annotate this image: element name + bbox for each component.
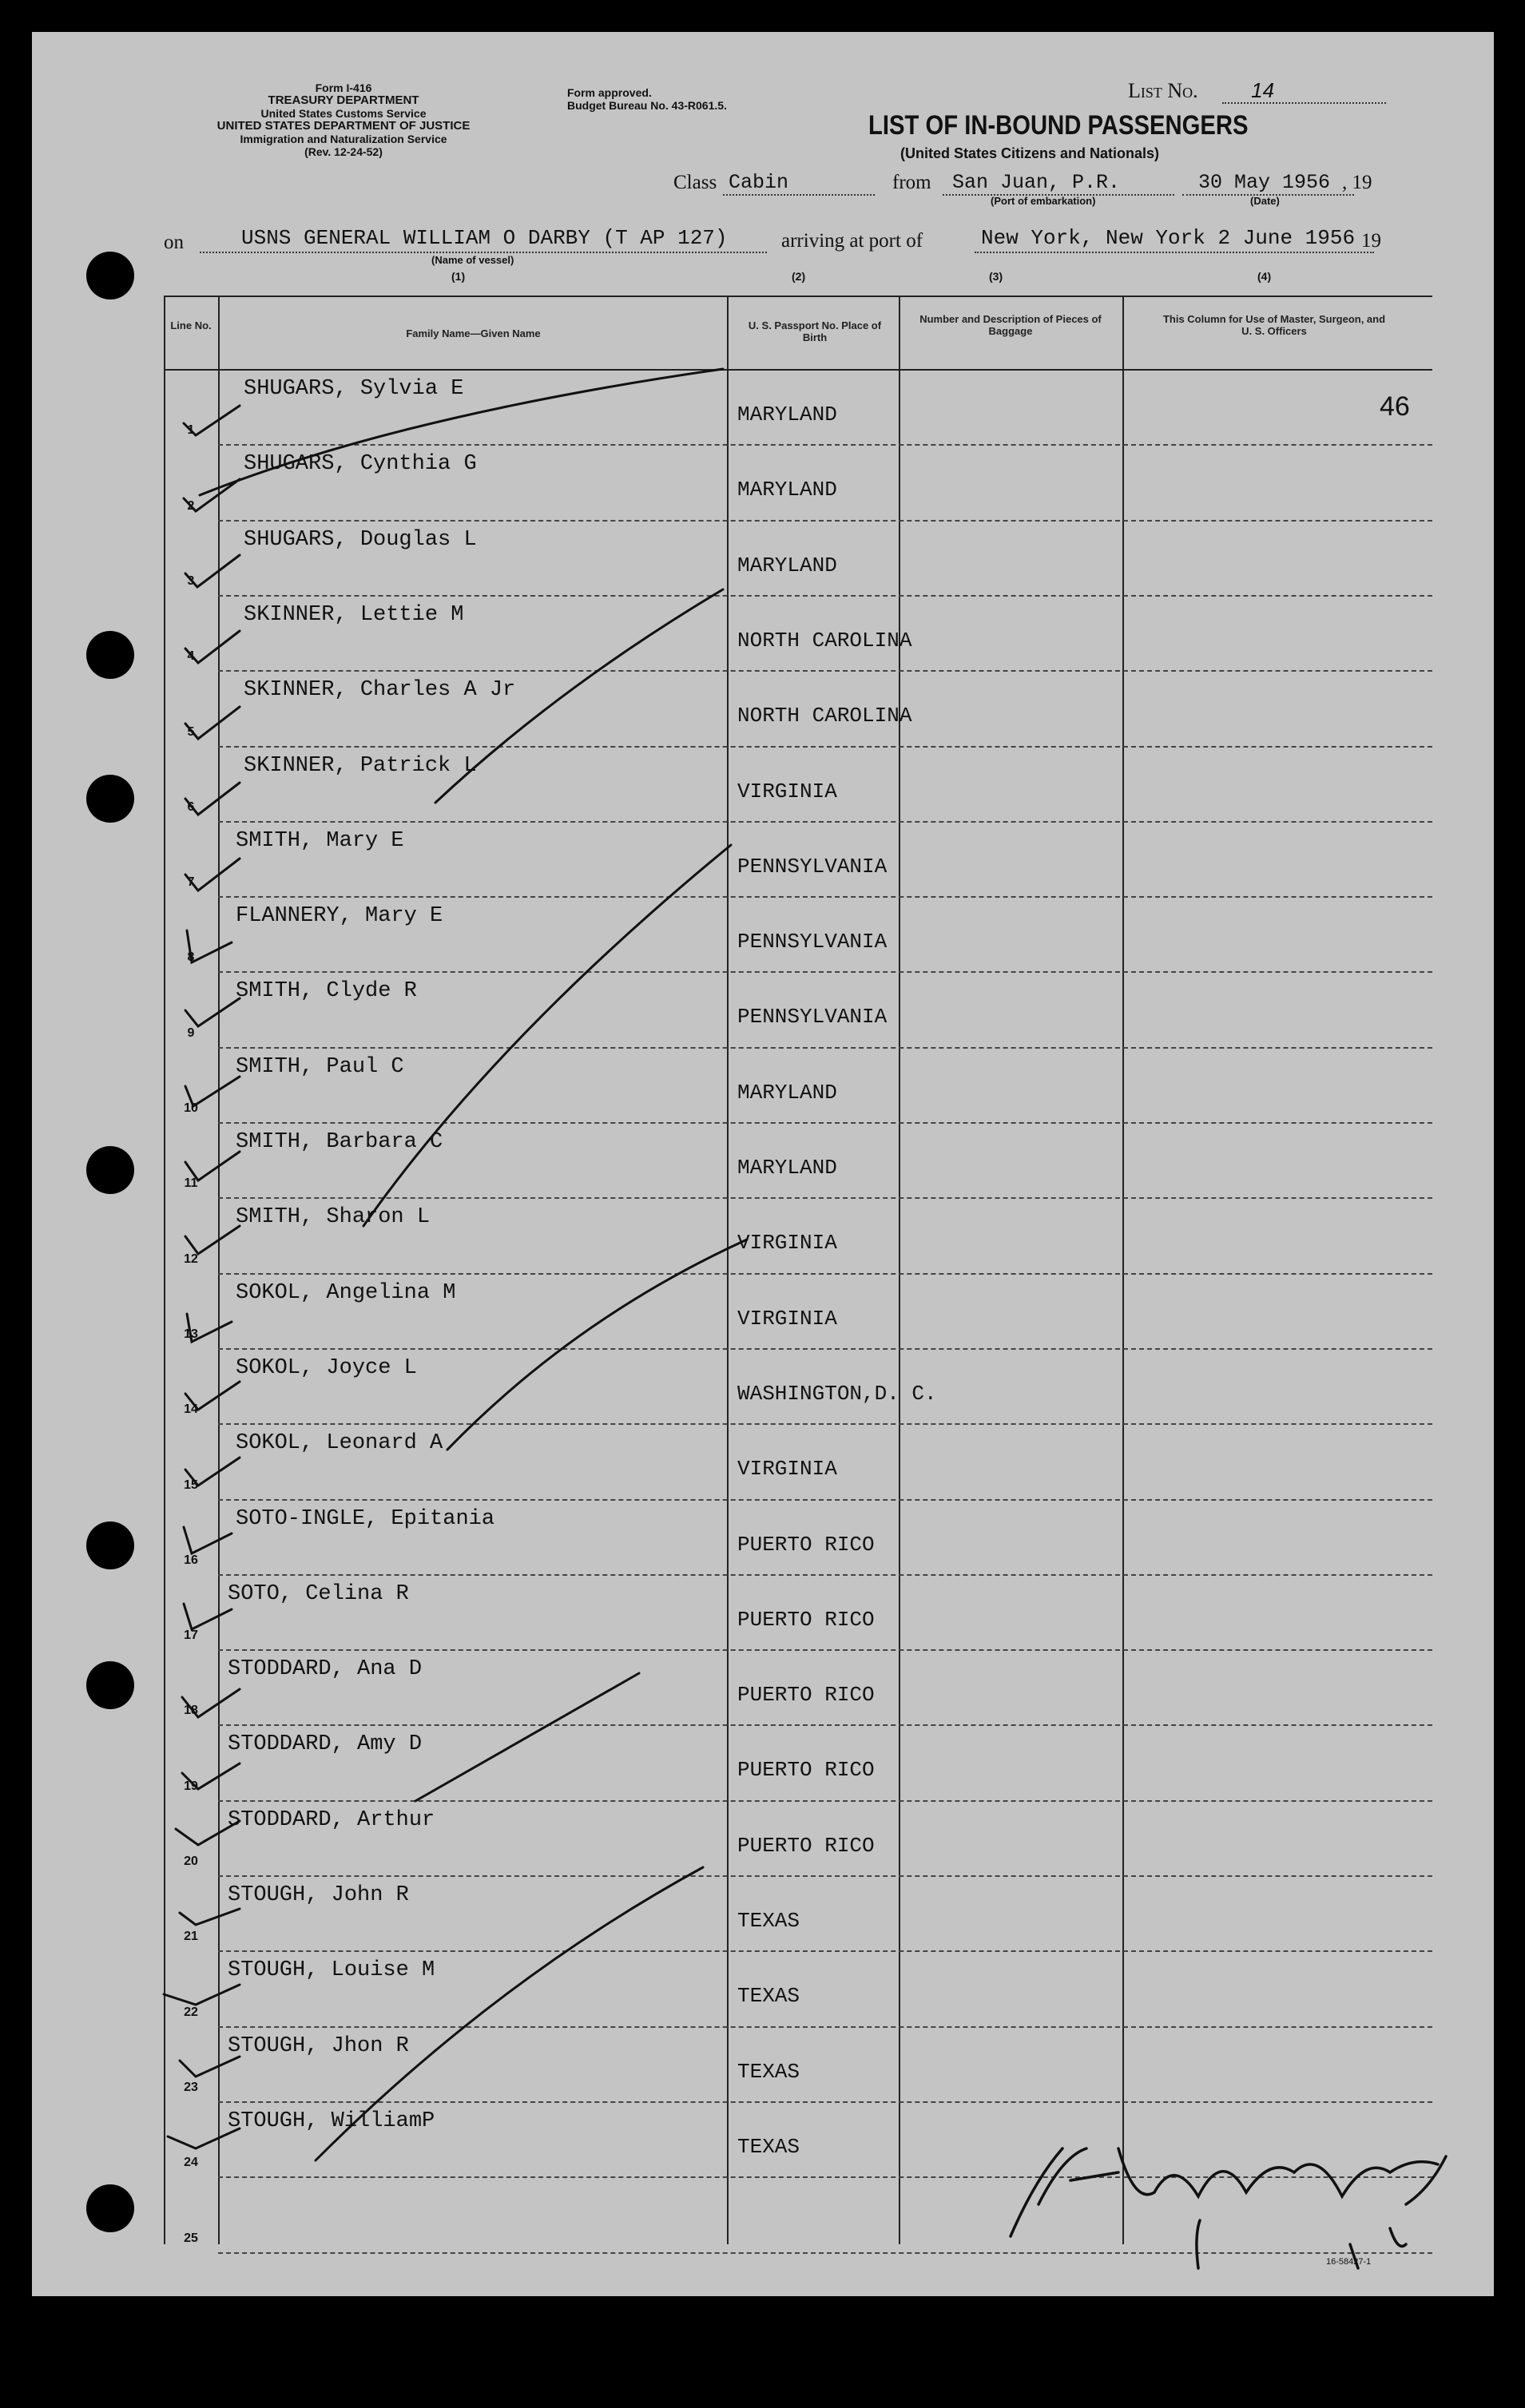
passenger-name: FLANNERY, Mary E [236,904,443,929]
signature [1011,2148,1446,2268]
line-number: 1 [187,423,195,438]
check-mark [182,1689,240,1717]
birth-place: TEXAS [737,2134,800,2159]
line-number: 21 [184,1930,198,1944]
line-number: 17 [184,1628,198,1643]
page-title: LIST OF IN-BOUND PASSENGERS [868,110,1249,141]
vessel-name: USNS GENERAL WILLIAM O DARBY (T AP 127) [241,226,728,250]
strike-line [200,369,723,495]
passenger-name: SKINNER, Patrick L [244,753,477,778]
budget-bureau: Budget Bureau No. 43-R061.5. [567,99,727,112]
line-number: 19 [184,1779,198,1793]
birth-place: MARYLAND [737,1156,837,1180]
line-number: 2 [187,498,195,513]
line-number: 24 [184,2156,198,2170]
check-mark [185,998,240,1026]
passenger-name: STODDARD, Amy D [228,1732,423,1757]
passenger-name: STOUGH, John R [228,1883,409,1907]
year-suffix: , 19 [1342,172,1372,193]
col-num-4: (4) [1257,270,1272,283]
line-number: 25 [184,2231,198,2245]
line-number: 9 [187,1025,195,1040]
col-head-baggage: Number and Description of Pieces of Baggage [919,313,1102,337]
strike-line [435,589,723,803]
birth-place: MARYLAND [737,553,837,577]
passenger-name: SHUGARS, Douglas L [244,527,477,552]
col-num-3: (3) [989,270,1003,283]
passenger-name: SMITH, Clyde R [236,979,417,1004]
passenger-name: SHUGARS, Cynthia G [244,452,477,477]
check-mark [185,1226,240,1254]
check-mark [185,555,240,587]
check-mark [184,1604,232,1629]
officer-annotation: 46 [1380,391,1410,422]
line-number: 11 [184,1176,198,1191]
birth-place: NORTH CAROLINA [737,704,912,728]
line-number: 20 [184,1855,198,1868]
check-mark [164,1985,240,2005]
line-number: 5 [187,724,195,739]
line-number: 15 [184,1478,198,1492]
line-number: 6 [187,799,195,814]
check-mark [180,2057,240,2077]
birth-place: PUERTO RICO [737,1758,875,1783]
birth-place: TEXAS [737,1984,800,2009]
date-caption: (Date) [1250,195,1280,207]
birth-place: NORTH CAROLINA [737,628,912,653]
check-mark [176,1821,240,1845]
customs-service: United States Customs Service [260,107,427,120]
embark-port: San Juan, P.R. [952,171,1121,194]
check-mark [180,1909,240,1925]
check-mark [185,707,240,739]
passenger-name: SMITH, Mary E [236,828,404,853]
check-mark [185,859,240,891]
line-number: 16 [184,1553,198,1567]
birth-place: PENNSYLVANIA [737,930,888,954]
col-head-line: Line No. [170,319,212,331]
arriving-label: arriving at port of [781,230,923,252]
birth-place: MARYLAND [737,403,837,426]
treasury-dept: TREASURY DEPARTMENT [268,93,419,107]
from-label: from [892,172,931,193]
revision: (Rev. 12-24-52) [304,145,383,158]
page-subtitle: (United States Citizens and Nationals) [900,145,1160,161]
passenger-name: SOTO, Celina R [228,1581,409,1606]
line-number: 14 [184,1402,198,1417]
check-mark [187,930,232,962]
passenger-name: SKINNER, Lettie M [244,602,464,627]
birth-place: PUERTO RICO [737,1683,875,1708]
birth-place: MARYLAND [737,478,837,502]
check-mark [184,406,240,435]
line-number: 22 [184,2005,198,2019]
passenger-name: SOKOL, Joyce L [236,1355,417,1380]
passenger-name: SMITH, Sharon L [236,1205,431,1230]
line-number: 12 [184,1252,198,1266]
passenger-name: STOUGH, Jhon R [228,2033,409,2058]
check-mark [184,1527,232,1553]
ins-service: Immigration and Naturalization Service [240,133,447,145]
class-label: Class [673,172,717,193]
birth-place: PUERTO RICO [737,1532,875,1557]
col-head-officers: This Column for Use of Master, Surgeon, and U. S. Officers [1162,313,1386,337]
col-num-2: (2) [792,270,806,283]
list-number: 14 [1251,78,1275,102]
line-number: 18 [184,1704,198,1718]
line-number: 13 [184,1327,198,1341]
passenger-name: SMITH, Paul C [236,1054,404,1079]
passenger-name: SHUGARS, Sylvia E [244,377,464,401]
check-mark [185,1382,240,1410]
line-number: 8 [187,950,195,965]
line-number: 4 [187,649,195,664]
birth-place: VIRGINIA [737,1306,837,1331]
arrival-port: New York, New York 2 June 1956 [981,226,1356,250]
passenger-name: SOKOL, Angelina M [236,1280,456,1305]
line-number: 3 [187,573,195,588]
strike-line [316,1867,703,2160]
line-number: 10 [184,1101,198,1115]
birth-place: MARYLAND [737,1080,837,1105]
strike-line [415,1673,639,1801]
port-caption: (Port of embarkation) [991,195,1096,207]
check-mark [184,479,240,511]
vessel-caption: (Name of vessel) [431,254,514,266]
footer-code: 16-58427-1 [1326,2257,1372,2267]
year-suffix-2: 19 [1361,230,1381,252]
birth-place: TEXAS [737,1909,800,1933]
passenger-name: STOUGH, WilliamP [228,2108,435,2133]
line-number: 23 [184,2080,198,2094]
check-mark [187,1314,232,1342]
form-approved: Form approved. [567,86,652,99]
birth-place: VIRGINIA [737,1231,837,1256]
check-mark [185,1152,240,1180]
check-mark [182,1763,240,1789]
birth-place: PENNSYLVANIA [737,854,888,879]
check-mark [168,2128,240,2148]
check-mark [185,1458,240,1486]
strike-line [363,845,731,1226]
justice-dept: UNITED STATES DEPARTMENT OF JUSTICE [216,119,471,133]
line-number: 7 [187,875,195,890]
birth-place: VIRGINIA [737,1457,837,1482]
col-head-passport: U. S. Passport No. Place of Birth [748,319,882,343]
check-mark [185,1077,240,1106]
class-value: Cabin [729,171,789,194]
birth-place: PUERTO RICO [737,1607,875,1632]
birth-place: TEXAS [737,2059,800,2084]
form-number: Form I-416 [315,81,372,94]
passenger-name: SKINNER, Charles A Jr [244,678,516,703]
check-mark [185,783,240,815]
birth-place: WASHINGTON,D. C. [737,1381,937,1406]
birth-place: VIRGINIA [737,779,837,803]
strike-line [447,1240,747,1450]
col-head-name: Family Name—Given Name [406,327,541,339]
check-mark [185,631,240,663]
passenger-name: STOUGH, Louise M [228,1958,435,1983]
passenger-name: STODDARD, Arthur [228,1807,435,1832]
passenger-name: STODDARD, Ana D [228,1657,423,1682]
birth-place: PUERTO RICO [737,1833,875,1858]
passenger-name: SOTO-INGLE, Epitania [236,1506,495,1531]
birth-place: PENNSYLVANIA [737,1005,888,1029]
passenger-name: SOKOL, Leonard A [236,1431,443,1456]
embark-date: 30 May 1956 [1198,171,1331,194]
list-label: List No. [1128,79,1198,102]
on-label: on [164,232,184,253]
col-num-1: (1) [451,270,466,283]
passenger-name: SMITH, Barbara C [236,1130,443,1154]
